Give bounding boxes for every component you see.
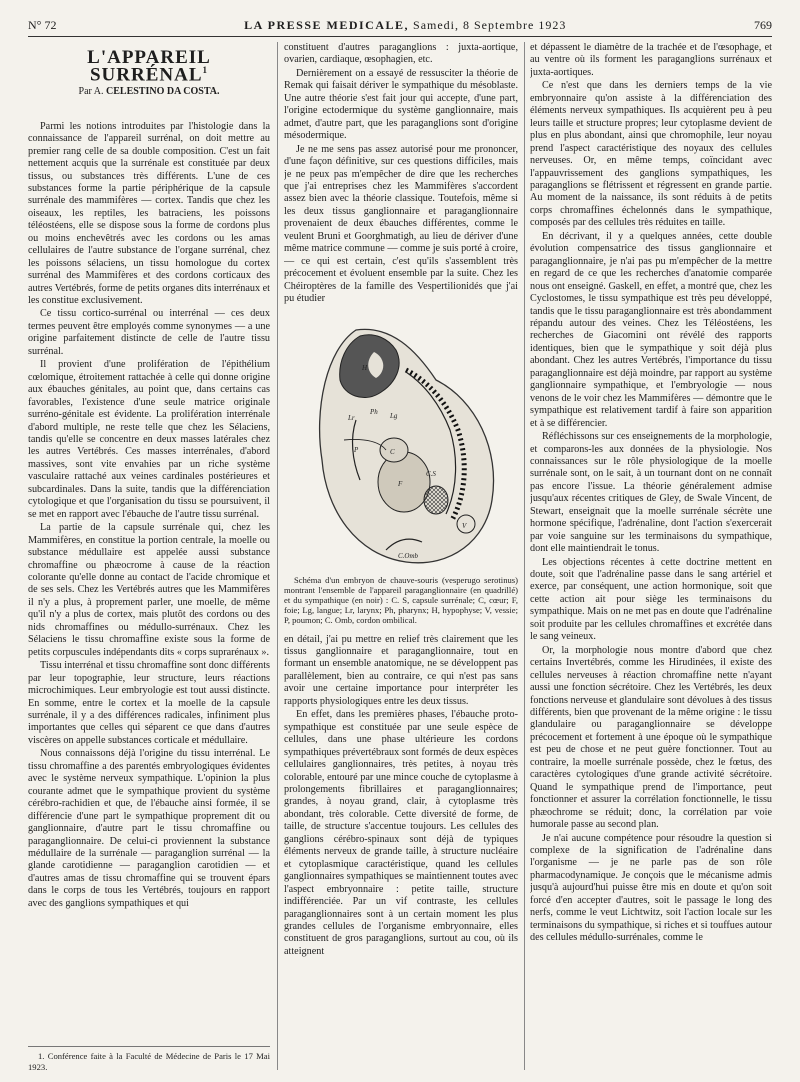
label-f: F: [398, 479, 403, 488]
column-rule: [277, 42, 278, 1070]
paragraph: Réfléchissons sur ces enseignements de la morphologie, et comparons-les aux données de la physiologie. Nos connaissances sur le rôle physiologique de la moelle surrénale sont, on le sait, à un tournant dont on ne connaît pas encore l'issue. La théorie généralement admise jusqu'aux récentes critiques de Gley, de Swale Vincent, de Stewart, enseignait que la moelle surrénale sécrète une hormone spécifique, l'adrénaline, dont l'action s'exercerait par voie sanguine sur les terminaisons du sympathique, dont elle maintiendrait le tonus.: [530, 431, 772, 555]
column-3: [530, 42, 772, 1072]
article-title: [28, 47, 270, 86]
footnote: [28, 1046, 270, 1072]
label-lg: Lg: [390, 411, 398, 420]
masthead: [244, 18, 566, 33]
title-note: 1: [202, 65, 209, 76]
paragraph: Je n'ai aucune compétence pour résoudre la question si complexe de la signification de l'adrénaline dans l'organisme — je ne parle pas de son rôle pharmacodynamique. Je conçois que le mécanisme admis jusqu'à aujourd'hui puisse être mis en doute et qu'on soit forcé d'en accepter d'autres, soit le passage le long des nerfs, comme le veut Lichtwitz, soit l'action locale sur les terminaisons du sympathique, si riches et si touffues autour des cellules médullo-surrénales, comme le: [530, 832, 772, 944]
embryo-schematic: [286, 310, 516, 572]
article-author: [28, 86, 270, 98]
column-rule: [524, 42, 525, 1070]
embryo-figure: [286, 310, 516, 572]
paragraph: Je ne me sens pas assez autorisé pour me prononcer, d'une façon définitive, sur ces questions difficiles, mais je ne peux pas m'empêcher de dire que les recherches que j'ai entreprises chez les Mammifères s'accordent assez bien avec la théorie classique. Toutefois, même si les deux tissus ganglionnaire et paraganglionnaire provenaient de deux ébauches différentes, comme le veulent Bruni et Goorghmatigh, au lieu de dériver d'une même matrice commune — comme je suis porté à croire, — ce qui est certain, c'est qu'ils s'assemblent très précocement et évoluent ensemble par la suite. Chez les Chéiroptères de la famille des Vespertilionidés que j'ai pu étudier: [284, 143, 518, 305]
paragraph: Tissu interrénal et tissu chromaffine sont donc différents par leur topographie, leur structure, leurs réactions microchimiques. Leur embryologie est tout aussi distincte. En somme, entre le cortex et la moelle de la capsule surrénale, il y a des différences radicales, infiniment plus importantes que celles qui séparent ce que dans d'autres viscères on appelle substances corticale et médullaire.: [28, 660, 270, 746]
author-prefix: Par A.: [78, 86, 104, 98]
paragraph: Dernièrement on a essayé de ressusciter la théorie de Remak qui faisait dériver le sympathique du mésoblaste. Une autre théorie s'est fait jour qui accepte, d'une part, l'origine ectodermique du système ganglionnaire, mais admet, d'autre part, que les paraganglions sont d'origine mésodermique.: [284, 67, 518, 142]
label-c: C: [390, 447, 395, 456]
paragraph: en détail, j'ai pu mettre en relief très clairement que les tissus ganglionnaire et paraganglionnaire, tout en formant un ensemble anatomique, ne se développent pas parallèlement, bien au contraire, ce qui n'est pas sans avoir une certaine importance pour interpréter les rapports physiologiques entre les deux tissus.: [284, 633, 518, 707]
journal-name: LA PRESSE MEDICALE,: [244, 17, 410, 32]
issue-number: N° 72: [28, 17, 57, 32]
page-header: [28, 14, 772, 37]
paragraph: Il provient d'une prolifération de l'épithélium cœlomique, étroitement rattachée à celle qui donne origine aux ébauches génitales, au point que, dans certains cas favorables, l'existence d'une seule matrice originale surréno-génitale est évidente. La prolifération interrénale d'abord multiple, ne reste telle que chez les Sélaciens, tandis qu'elle se concentre en deux masses latérales chez les autres Vertébrés. Ces masses interrénales, d'abord massives, sont vite envahies par un riche système vasculaire rattaché aux veines cardinales postérieures et subcardinales. Dans la suite, tandis que la différenciation cytologique et que l'organisation du tissu se poursuivent, il se met en rapport avec l'ébauche de l'autre tissu surrénal.: [28, 359, 270, 520]
paragraph: Les objections récentes à cette doctrine mettent en doute, soit que l'adrénaline passe dans le sang artériel et exerce, par conséquent, une action hormonique, soit que cette action ait pour siège les terminaisons du sympathique. Mais on ne met pas en doute que l'adrénaline soit produite par les cellules chromaffines et excrétée dans le sang veineux.: [530, 556, 772, 643]
caption-text: Schéma d'un embryon de chauve-souris (vesperugo serotinus) montrant l'ensemble de l'appareil paraganglionnaire (en quadrillé) et du sympathique (en noir) : C. S, capsule surrénale; C, cœur; F, foie; Lg, langue; Lr, larynx; Ph, pharynx; H, hypophyse; V, vessie; P, poumon; C. Omb, cordon ombilical.: [284, 574, 518, 626]
label-lr: Lr: [348, 413, 355, 422]
label-cs: C.S: [426, 469, 436, 478]
label-h: H: [362, 363, 368, 372]
label-v: V: [462, 521, 467, 530]
paragraph: Parmi les notions introduites par l'histologie dans la connaissance de l'appareil surrénal, on doit mettre au premier rang celle de sa double composition. C'est un fait nettement acquis que la surrénale est constituée par deux tissus, ou substances très différents. L'une de ces substances forme la partie périphérique de la capsule surrénale des mammifères — cortex. Tandis que chez les oiseaux, les reptiles, les batraciens, les poissons téléostéens, elle se dispose sous la forme de cordons plus ou moins enchevêtrés avec les cordons ou les amas cellulaires de l'autre substance de l'organe surrénal, chez les poissons sélaciens, un tissu homologue du cortex surrénal des Mammifères et des cordons corticaux des autres Vertébrés, forme de petits organes dits interrénaux et les constitue exclusivement.: [28, 120, 270, 307]
figure-caption: [284, 575, 518, 626]
title-text: L'APPAREIL SURRÉNAL: [87, 47, 211, 86]
label-p: P: [354, 445, 359, 454]
paragraph: Ce tissu cortico-surrénal ou interrénal — ces deux termes peuvent être employés comme synonymes — a une origine parfaitement distincte de celle de l'autre tissu surrénal.: [28, 308, 270, 357]
paragraph: Nous connaissons déjà l'origine du tissu interrénal. Le tissu chromaffine a des parentés embryologiques évidentes avec le système nerveux sympathique. L'opinion la plus courante admet que le sympathique provient du système cérébro-rachidien et que, de l'ébauche ainsi formée, il se différencie d'une part le sympathique proprement dit ou ganglionnaire, d'autre part le tissu chromaffine ou paraganglionnaire. De celui-ci proviennent la substance médullaire de la surrénale — paraganglion surrénal — la glande carotidienne — paraganglion carotidien — et d'autres amas de tissu chromaffine qui se trouvent épars dans le corps de tous les Vertébrés, toujours en rapport avec des ganglions sympathiques et qui: [28, 748, 270, 909]
paragraph: La partie de la capsule surrénale qui, chez les Mammifères, en constitue la portion centrale, la moelle ou substance médullaire est appelée aussi substance chromaffine ou phæocrome à cause de la réaction colorante qu'elle donne au contact de l'acide chromique et de ses sels. Chez les Vertébrés autres que les Mammifères il n'y a plus, à proprement parler, une moelle, de même qu'il n'y a plus de cortex, mais plutôt des cordons ou des nids chromaffines ou médullo-surrénaux. Chez les Sélaciens le tissu chromaffine existe sous la forme de petits corpuscules indépendants dits « corps suprarénaux ».: [28, 522, 270, 658]
paragraph: Or, la morphologie nous montre d'abord que chez certains Invertébrés, comme les Hirudinées, il existe des cellules nerveuses à réaction chromaffine nette n'ayant aussi une fonction sécrétoire. Chez les Vertébrés, les deux fonctions nerveuse et glandulaire sont dévolues à des tissus différents, bien que provenant de la même origine : le tissu glandulaire ou paraganglionnaire se développe précocement et fortement à une époque où le sympathique est peu de chose et ne peut guère fonctionner. Tout au contraire, la moelle surrénale possède, chez le fœtus, des caractères cytologiques d'une grande activité sécrétoire. Quand le sympathique prend de l'importance, peut fonctionner et assurer la corrélation fonctionnelle, le tissu phæochrome se réduit; donc, la corrélation par voie humorale passe au second plan.: [530, 644, 772, 831]
issue-date: Samedi, 8 Septembre 1923: [413, 17, 567, 32]
column-2: [284, 42, 518, 1072]
author-name: CELESTINO DA COSTA.: [106, 86, 220, 98]
label-ph: Ph: [370, 407, 378, 416]
page-number: 769: [754, 17, 772, 32]
paragraph: En effet, dans les premières phases, l'ébauche proto-sympathique est constituée par une seule espèce de cellules, dans une phase ultérieure les cordons sympathiques prévertébraux sont formés de deux espèces cellulaires ganglionnaires, très petites, à noyau très colorable, entouré par une mince couche de cytoplasme à prolongements fibrillaires et paraganglionnaires; grandes, à noyau grand, clair, à cytoplasme très abondant, très colorable. Cette diversité de forme, de taille, de structure s'accentue toujours. Les cellules des ganglions cérébro-spinaux sont déjà de typiques éléments nerveux de grande taille, à structure nucléaire et cytoplasmique caractéristique, quand les cellules ganglionnaires sympathiques se maintiennent toutes avec l'aspect embryonnaire : petite taille, structure indifférenciée. Par un vif contraste, les cellules paraganglionnaires sont à un certain moment les plus grandes cellules de l'organisme embryonnaire, elles constituent de gros paraganglions, surtout au cou, où ils atteignent: [284, 709, 518, 957]
paragraph: et dépassent le diamètre de la trachée et de l'œsophage, et au ventre où ils forment les paraganglions surrénaux et juxta-aortiques.: [530, 42, 772, 78]
column-1: [28, 42, 270, 1072]
footnote-text: 1. Conférence faite à la Faculté de Médecine de Paris le 17 Mai 1923.: [28, 1051, 270, 1072]
label-comb: C.Omb: [398, 551, 419, 560]
paragraph: En décrivant, il y a quelques années, cette double évolution compensatrice des tissus ganglionnaire et paraganglionnaire, je n'ai pas pu m'empêcher de la mettre en regard de ce que les recherches d'anatomie comparée nous ont enseigné. Gaskell, en effet, a montré que, chez les Cyclostomes, le tissu sympathique est très peu développé, tandis que le tissu paraganglionnaire est très abondamment répandu autour des veines. Chez les Téléostéens, les recherches de Giacomini ont révélé des rapports identiques, bien que le sympathique y soit déjà plus abondant. Chez les autres Vertébrés, l'importance du tissu paraganglionnaire est déjà moindre, par rapport au système ganglionnaire sympathique, et l'embryologie — nous venons de le voir chez les Mammifères — démontre que le sympathique est relativement tardif à faire son apparition et à se différencier.: [530, 230, 772, 429]
paragraph: Ce n'est que dans les derniers temps de la vie embryonnaire qu'on assiste à la différenciation des éléments nerveux sympathiques. Ils acquièrent peu à peu leurs taille et structure propres; leur cytoplasme devient de plus en plus abondant, ainsi que chromophile, leur noyau prend l'aspect caractéristique des noyaux des cellules nerveuses. Or, en même temps, coïncidant avec l'appauvrissement des ganglions sympathiques, les paraganglions se flétrissent et régressent en grande partie. Au moment de la naissance, ils sont réduits à de petits corps chromaffines échelonnés dans le sympathique, composés par des cellules très réduites en taille.: [530, 80, 772, 229]
paragraph: constituent d'autres paraganglions : juxta-aortique, ovarien, cardiaque, œsophagien, etc.: [284, 42, 518, 66]
